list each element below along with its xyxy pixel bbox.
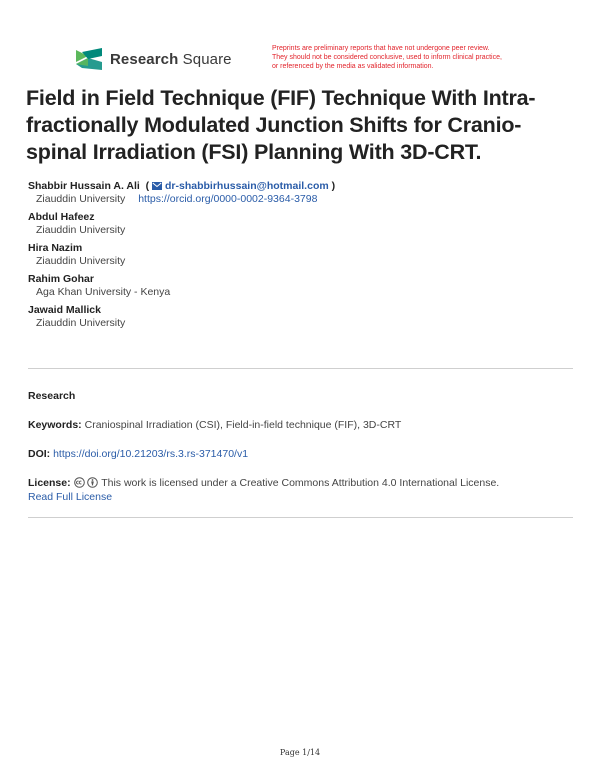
author-email-link[interactable]: dr-shabbirhussain@hotmail.com — [165, 180, 329, 192]
mail-icon — [152, 182, 162, 190]
keywords — [28, 418, 576, 432]
author-entry — [28, 304, 576, 330]
preprint-disclaimer — [272, 44, 542, 71]
orcid-link[interactable]: https://orcid.org/0000-0002-9364-3798 — [138, 193, 318, 205]
keywords-label: Keywords: — [28, 419, 82, 431]
author-entry — [28, 211, 576, 237]
author-name: Shabbir Hussain A. Ali — [28, 180, 140, 192]
doi — [28, 447, 576, 461]
author-affiliation: Ziauddin University — [36, 317, 126, 329]
disclaimer-line: or referenced by the media as validated information. — [272, 63, 434, 70]
research-square-logo[interactable] — [74, 46, 232, 72]
author-affiliation: Aga Khan University - Kenya — [36, 286, 171, 298]
license — [28, 476, 576, 504]
author-name: Rahim Gohar — [28, 273, 94, 285]
keywords-value: Craniospinal Irradiation (CSI), Field-in-field technique (FIF), 3D-CRT — [84, 419, 402, 431]
section-divider — [28, 517, 573, 518]
doi-label: DOI: — [28, 448, 51, 460]
read-full-license-link[interactable]: Read Full License — [28, 491, 113, 503]
disclaimer-line: Preprints are preliminary reports that have not undergone peer review. — [272, 45, 490, 52]
author-entry — [28, 242, 576, 268]
license-text: This work is licensed under a Creative Commons Attribution 4.0 International License. — [101, 477, 500, 489]
doi-link[interactable]: https://doi.org/10.21203/rs.3.rs-371470/v1 — [53, 448, 249, 460]
paper-title — [26, 85, 574, 166]
page-header — [0, 40, 600, 80]
disclaimer-line: They should not be considered conclusive, used to inform clinical practice, — [272, 54, 502, 61]
author-name: Jawaid Mallick — [28, 304, 101, 316]
attribution-icon — [87, 477, 98, 488]
section-divider — [28, 368, 573, 369]
research-square-logo-icon — [74, 46, 104, 72]
creative-commons-icon — [74, 477, 85, 488]
author-entry — [28, 273, 576, 299]
author-name: Abdul Hafeez — [28, 211, 95, 223]
title-line: fractionally Modulated Junction Shifts for Cranio- — [26, 113, 522, 137]
author-affiliation: Ziauddin University — [36, 224, 126, 236]
author-name: Hira Nazim — [28, 242, 83, 254]
author-list — [28, 180, 576, 335]
article-type: Research — [28, 390, 76, 402]
title-line: Field in Field Technique (FIF) Technique With Intra- — [26, 86, 536, 110]
brand-name: Research Square — [110, 50, 232, 68]
page-number: Page 1/14 — [279, 748, 321, 757]
author-affiliation: Ziauddin University — [36, 255, 126, 267]
author-entry: Shabbir Hussain A. Ali ( dr-shabbirhussain@hotmail.com ) Ziauddin University https://orcid.org/0000-0002-9364-3798 — [28, 180, 336, 205]
author-affiliation: Ziauddin University — [36, 193, 126, 205]
license-label: License: — [28, 477, 71, 489]
title-line: spinal Irradiation (FSI) Planning With 3D-CRT. — [26, 140, 482, 164]
